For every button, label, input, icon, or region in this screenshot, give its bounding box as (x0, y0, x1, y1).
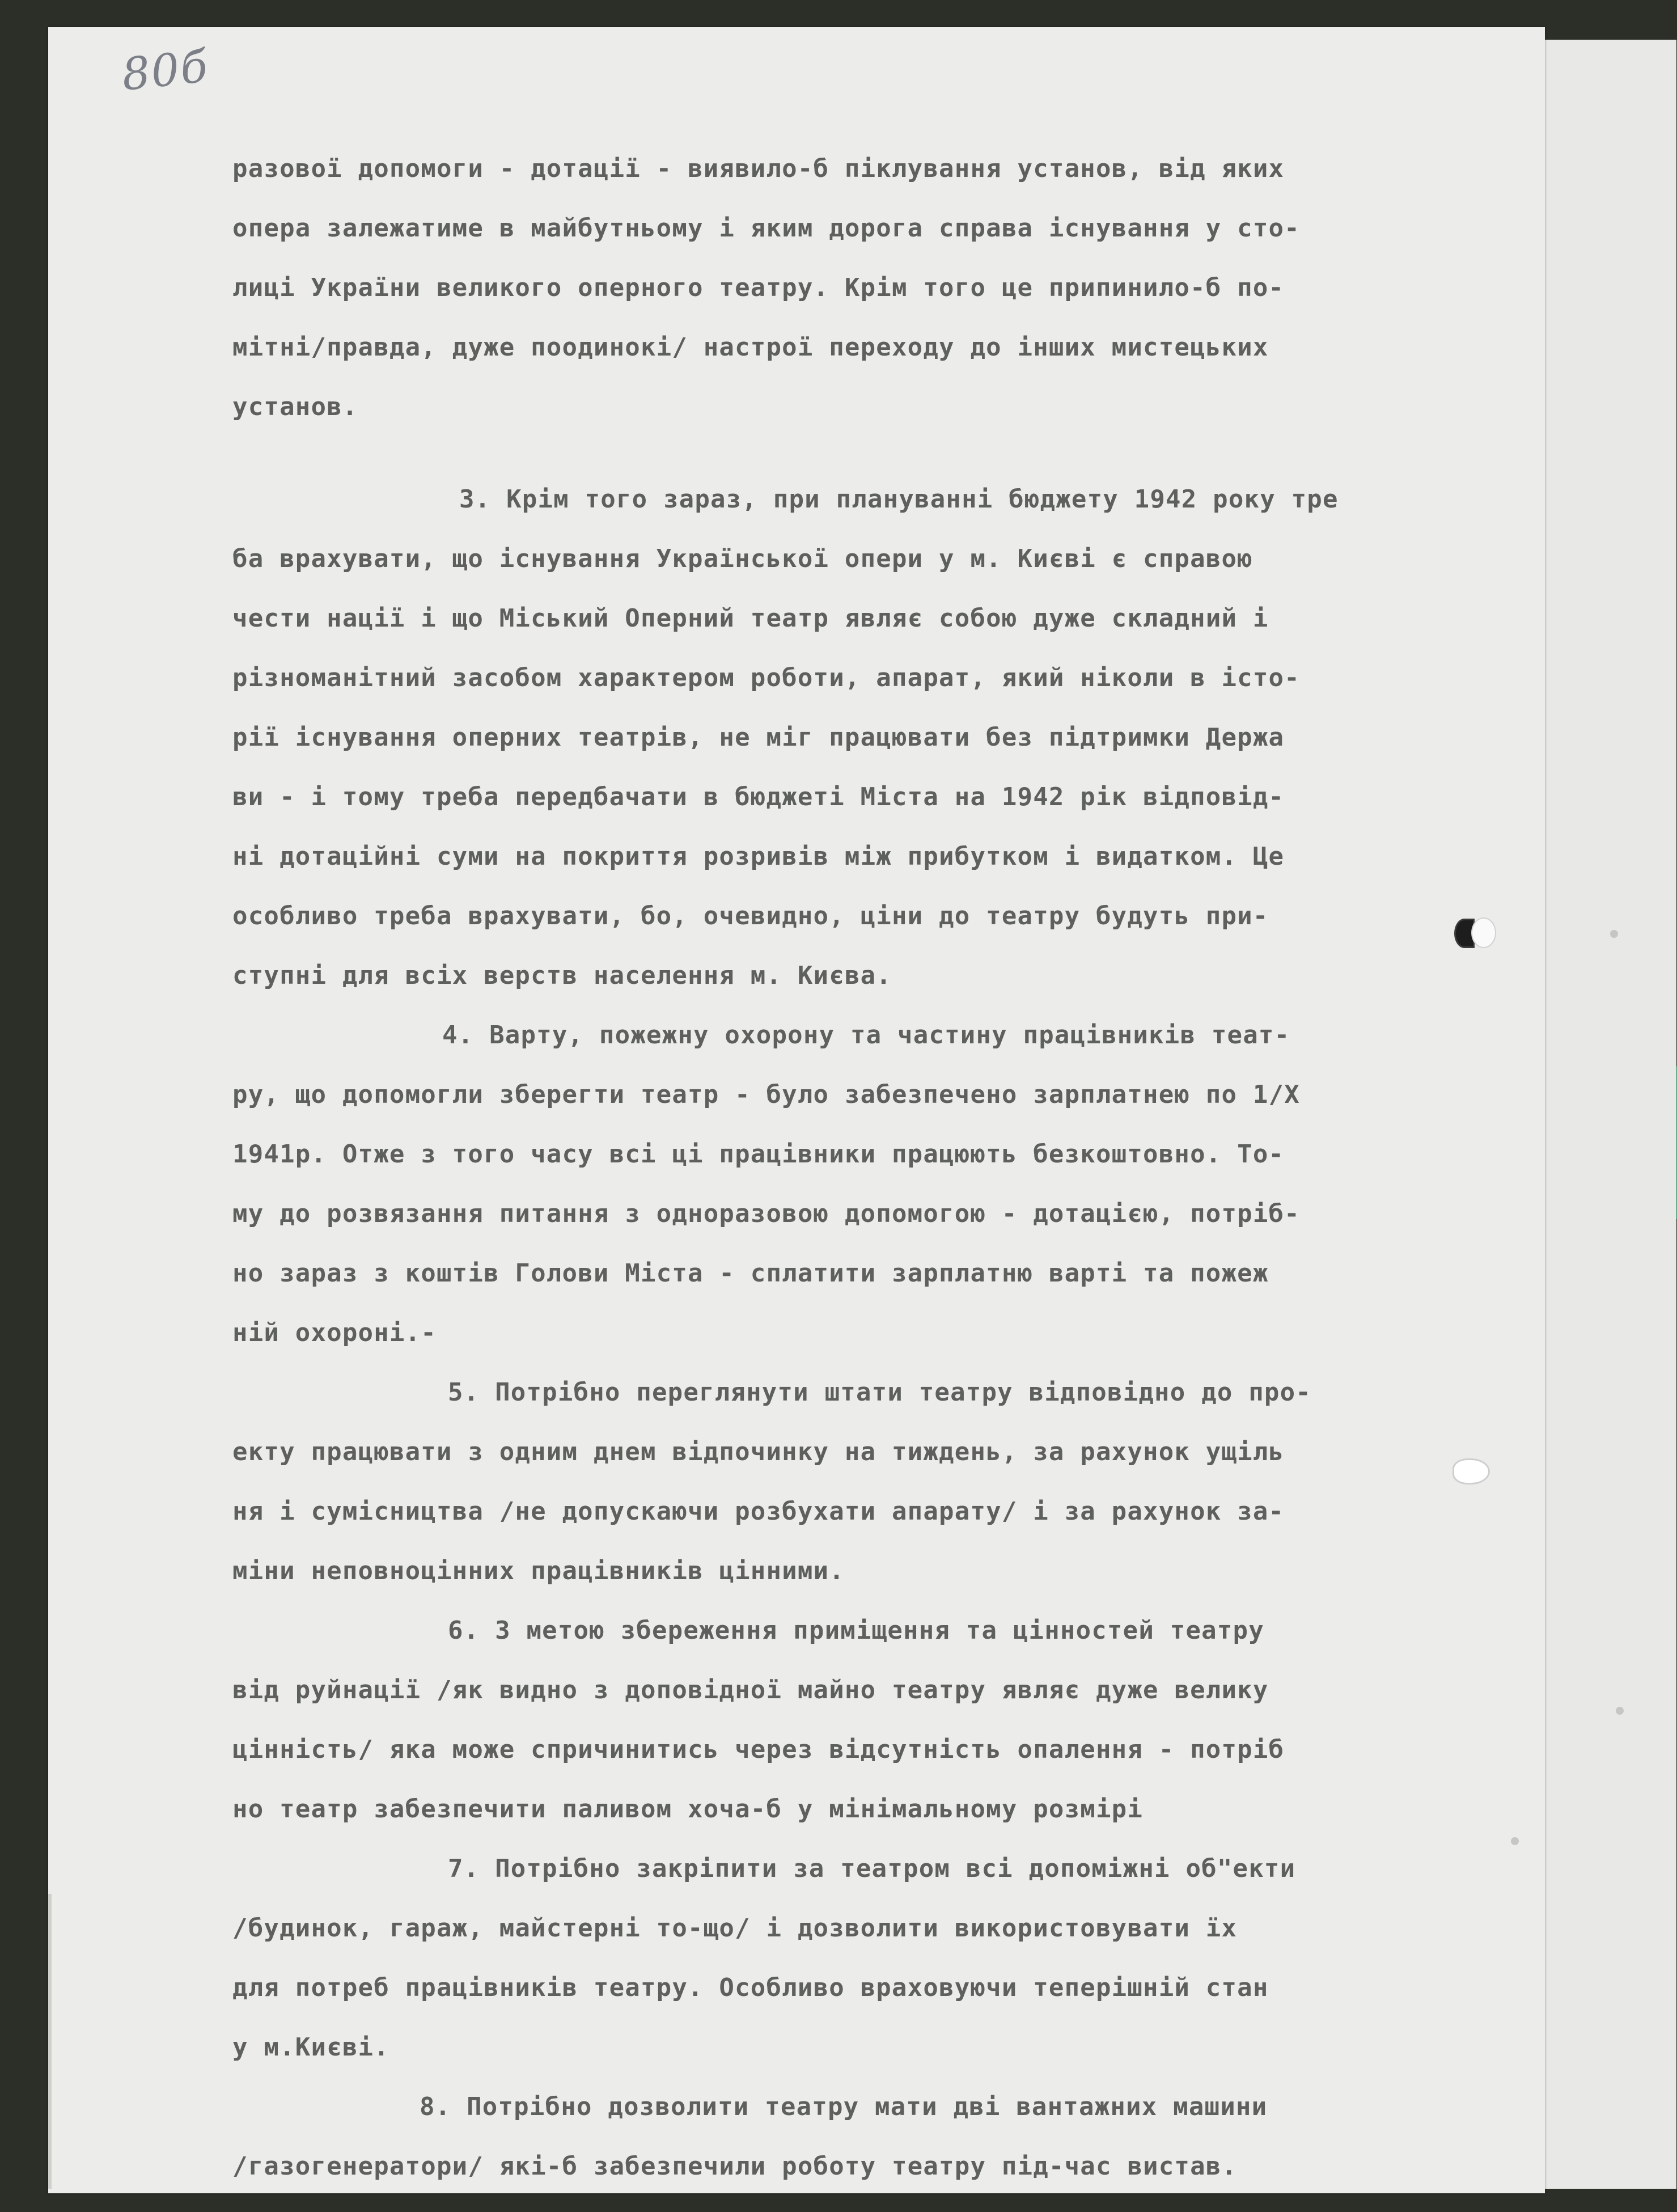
paragraph-6-start: 6. З метою збереження приміщення та цінностей театру (448, 1616, 1264, 1645)
text-line: /газогенератори/ які-б забезпечили роботу театру під-час вистав. (232, 2152, 1238, 2181)
text-line: особливо треба врахувати, бо, очевидно, ціни до театру будуть при- (232, 902, 1269, 931)
text-line: установ. (232, 392, 358, 421)
text-line: міни неповноцінних працівників цінними. (232, 1557, 845, 1585)
text-line: /будинок, гараж, майстерні то-що/ і дозволити використовувати їх (232, 1914, 1238, 1943)
text-line: разової допомоги - дотації - виявило-б піклування установ, від яких (232, 154, 1285, 183)
text-line: му до розвязання питання з одноразовою допомогою - дотацією, потріб- (232, 1199, 1300, 1228)
text-line: но театр забезпечити паливом хоча-б у мінімальному розмірі (232, 1795, 1144, 1824)
folio-number: 80б (119, 41, 211, 101)
punch-hole (1452, 1458, 1490, 1484)
text-line: лиці України великого оперного театру. Крім того це припинило-б по- (232, 273, 1285, 302)
text-line: від руйнації /як видно з доповідної майно театру являє дуже велику (232, 1676, 1269, 1705)
page-edge-shadow (48, 1894, 52, 2189)
paper-speck (1511, 1837, 1519, 1845)
paragraph-5-start: 5. Потрібно переглянути штати театру відповідно до про- (448, 1378, 1311, 1407)
text-line: ступні для всіх верств населення м. Києва. (232, 961, 892, 990)
paragraph-3-start: 3. Крім того зараз, при плануванні бюджету 1942 року тре (459, 485, 1339, 514)
text-line: рії існування оперних театрів, не міг працювати без підтримки Держа (232, 723, 1285, 752)
text-line: ній охороні.- (232, 1318, 437, 1347)
text-line: ба врахувати, що існування Української опери у м. Києві є справою (232, 544, 1253, 573)
text-line: ру, що допомогли зберегти театр - було забезпечено зарплатнею по 1/Х (232, 1080, 1300, 1109)
text-line: ні дотаційні суми на покриття розривів між прибутком і видатком. Це (232, 842, 1285, 871)
text-line: но зараз з коштів Голови Міста - сплатити зарплатню варті та пожеж (232, 1259, 1269, 1288)
paper-speck (1616, 1707, 1624, 1715)
text-line: екту працювати з одним днем відпочинку на тиждень, за рахунок ущіль (232, 1437, 1285, 1466)
text-line: чести нації і що Міський Оперний театр являє собою дуже складний і (232, 604, 1269, 633)
text-line: мітні/правда, дуже поодинокі/ настрої переходу до інших мистецьких (232, 333, 1269, 362)
text-line: різноманітний засобом характером роботи, апарат, який ніколи в істо- (232, 663, 1300, 692)
text-line: 1941р. Отже з того часу всі ці працівники працюють безкоштовно. То- (232, 1140, 1285, 1169)
paragraph-7-start: 7. Потрібно закріпити за театром всі допоміжні об"екти (448, 1854, 1296, 1883)
paper-speck (1610, 930, 1618, 938)
text-line: опера залежатиме в майбутньому і яким дорога справа існування у сто- (232, 214, 1300, 243)
text-line: ня і сумісництва /не допускаючи розбухати апарату/ і за рахунок за- (232, 1497, 1285, 1526)
text-line: цінність/ яка може спричинитись через відсутність опалення - потріб (232, 1735, 1285, 1764)
paragraph-4-start: 4. Варту, пожежну охорону та частину працівників теат- (442, 1021, 1290, 1050)
text-line: у м.Києві. (232, 2033, 389, 2062)
text-line: для потреб працівників театру. Особливо враховуючи теперішній стан (232, 1973, 1269, 2002)
typed-text-body (232, 139, 1531, 2196)
text-line: ви - і тому треба передбачати в бюджеті Міста на 1942 рік відповід- (232, 783, 1285, 811)
paragraph-8-start: 8. Потрібно дозволити театру мати дві вантажних машини (420, 2092, 1268, 2121)
punch-hole (1471, 917, 1496, 948)
